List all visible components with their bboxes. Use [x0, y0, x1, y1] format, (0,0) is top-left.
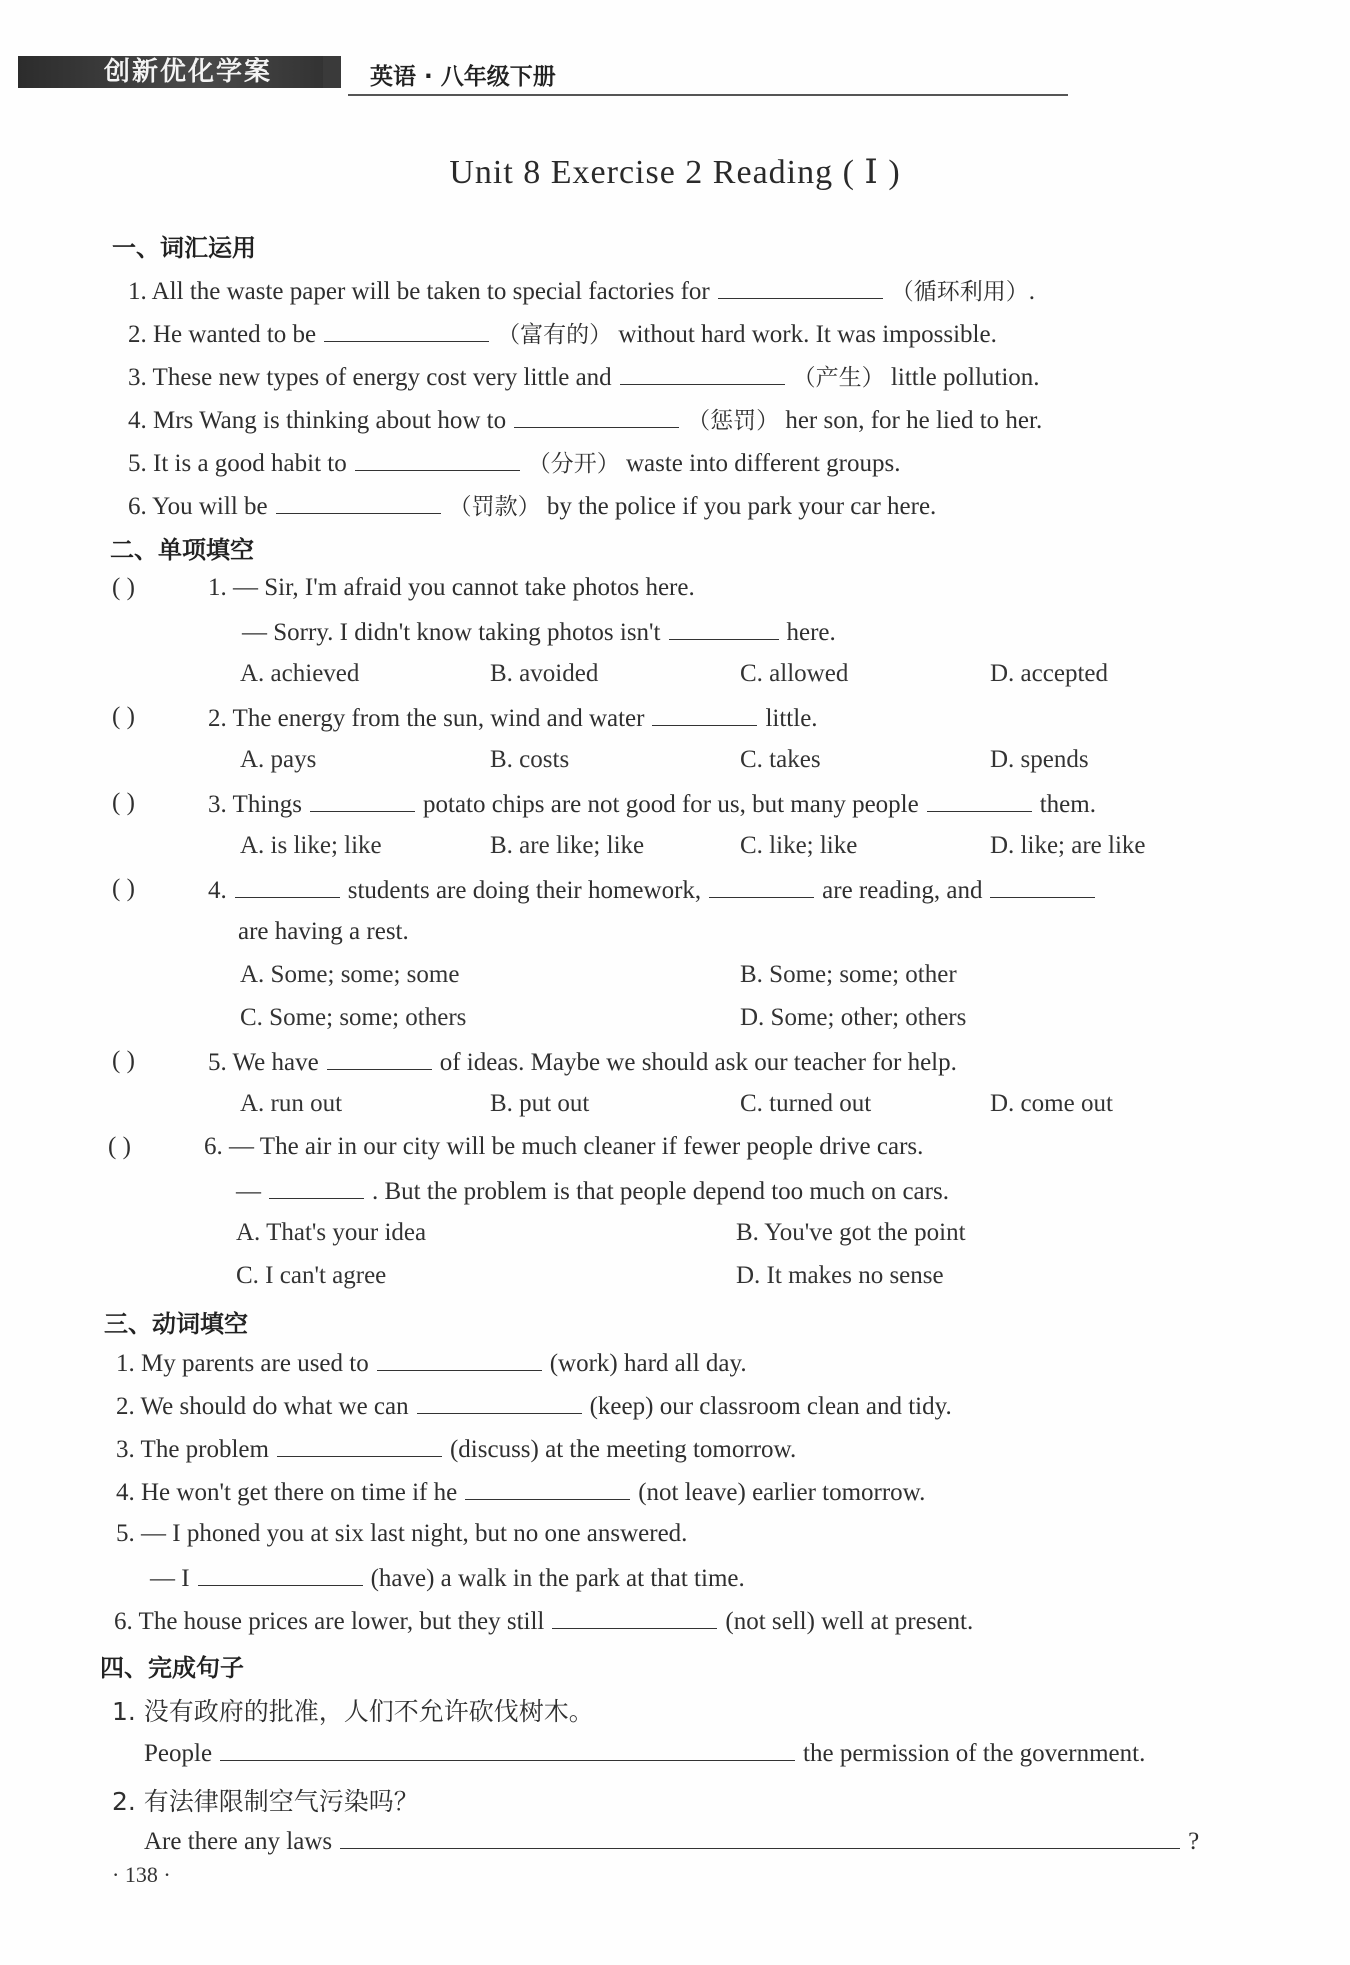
mc-q5-option-a: A. run out [240, 1090, 343, 1117]
answer-paren-6: ( ) [108, 1133, 131, 1160]
mc-q4-option-c: C. Some; some; others [240, 1004, 467, 1031]
mc-q3-option-c: C. like; like [740, 832, 858, 859]
header-divider [348, 94, 1068, 96]
section-1-heading: 一、词汇运用 [112, 234, 256, 262]
mc-q6-stem: 6. — The air in our city will be much cleaner if fewer people drive cars. [204, 1133, 924, 1160]
brand-banner-edge [323, 56, 341, 88]
mc-q3-option-d: D. like; are like [990, 832, 1146, 859]
mc-q2-option-a: A. pays [240, 746, 317, 773]
verb-item-2: 2. We should do what we can (keep) our classroom clean and tidy. [116, 1393, 952, 1420]
mc-q5-option-b: B. put out [490, 1090, 590, 1117]
mc-q3-option-a: A. is like; like [240, 832, 382, 859]
mc-q3-stem: 3. Things potato chips are not good for us, but many people them. [208, 791, 1096, 818]
mc-q6-option-b: B. You've got the point [736, 1219, 966, 1246]
vocab-item-4: 4. Mrs Wang is thinking about how to （惩罚） her son, for he lied to her. [128, 407, 1043, 434]
verb-item-1: 1. My parents are used to (work) hard all day. [116, 1350, 747, 1377]
mc-q2-option-c: C. takes [740, 746, 821, 773]
mc-q1-option-c: C. allowed [740, 660, 849, 687]
vocab-item-5: 5. It is a good habit to （分开） waste into different groups. [128, 450, 901, 477]
answer-paren-5: ( ) [112, 1047, 135, 1074]
mc-q4-option-b: B. Some; some; other [740, 961, 957, 988]
mc-q4-option-a: A. Some; some; some [240, 961, 460, 988]
mc-q4-option-d: D. Some; other; others [740, 1004, 967, 1031]
vocab-item-2: 2. He wanted to be （富有的） without hard work. It was impossible. [128, 321, 997, 348]
mc-q6-option-c: C. I can't agree [236, 1262, 387, 1289]
answer-paren-2: ( ) [112, 703, 135, 730]
mc-q4-stem: 4. students are doing their homework, are reading, and [208, 875, 1103, 905]
sentence-q2-english: Are there any laws ? [144, 1828, 1200, 1855]
mc-q2-option-d: D. spends [990, 746, 1089, 773]
section-3-heading: 三、动词填空 [104, 1310, 248, 1338]
sentence-q1-chinese: 1. 没有政府的批准，人们不允许砍伐树木。 [112, 1697, 594, 1726]
mc-q1-option-d: D. accepted [990, 660, 1108, 687]
verb-item-6: 6. The house prices are lower, but they still (not sell) well at present. [114, 1608, 974, 1635]
sentence-q2-chinese: 2. 有法律限制空气污染吗？ [112, 1787, 419, 1816]
mc-q4-line2: are having a rest. [238, 918, 409, 945]
answer-paren-4: ( ) [112, 875, 135, 902]
mc-q1-stem: 1. — Sir, I'm afraid you cannot take photos here. [208, 574, 695, 601]
mc-q6-option-a: A. That's your idea [236, 1219, 427, 1246]
mc-q5-stem: 5. We have of ideas. Maybe we should ask our teacher for help. [208, 1049, 957, 1076]
answer-paren-3: ( ) [112, 789, 135, 816]
mc-q3-option-b: B. are like; like [490, 832, 645, 859]
subject-label: 英语 · 八年级下册 [370, 64, 556, 90]
mc-q5-option-d: D. come out [990, 1090, 1113, 1117]
page-header [18, 52, 1048, 92]
mc-q2-stem: 2. The energy from the sun, wind and water little. [208, 705, 818, 732]
verb-item-5-reply: — I (have) a walk in the park at that time. [150, 1565, 745, 1592]
vocab-item-6: 6. You will be （罚款） by the police if you park your car here. [128, 493, 937, 520]
section-4-heading: 四、完成句子 [100, 1654, 244, 1682]
mc-q1-option-b: B. avoided [490, 660, 599, 687]
sentence-q1-english: People the permission of the government. [144, 1740, 1146, 1767]
mc-q5-option-c: C. turned out [740, 1090, 872, 1117]
verb-item-5: 5. — I phoned you at six last night, but no one answered. [116, 1520, 688, 1547]
verb-item-3: 3. The problem (discuss) at the meeting tomorrow. [116, 1436, 797, 1463]
vocab-item-1: 1. All the waste paper will be taken to special factories for （循环利用）. [128, 278, 1035, 305]
mc-q2-option-b: B. costs [490, 746, 570, 773]
mc-q1-option-a: A. achieved [240, 660, 360, 687]
mc-q6-line2: — . But the problem is that people depend too much on cars. [236, 1178, 949, 1205]
mc-q1-line2: — Sorry. I didn't know taking photos isn't here. [242, 619, 836, 646]
page-number: · 138 · [112, 1862, 171, 1887]
mc-q6-option-d: D. It makes no sense [736, 1262, 944, 1289]
brand-banner: 创新优化学案 [18, 56, 323, 88]
verb-item-4: 4. He won't get there on time if he (not leave) earlier tomorrow. [116, 1479, 926, 1506]
answer-paren-1: ( ) [112, 574, 135, 601]
page-title: Unit 8 Exercise 2 Reading ( Ⅰ ) [449, 154, 901, 191]
vocab-item-3: 3. These new types of energy cost very little and （产生） little pollution. [128, 364, 1040, 391]
section-2-heading: 二、单项填空 [110, 536, 254, 564]
